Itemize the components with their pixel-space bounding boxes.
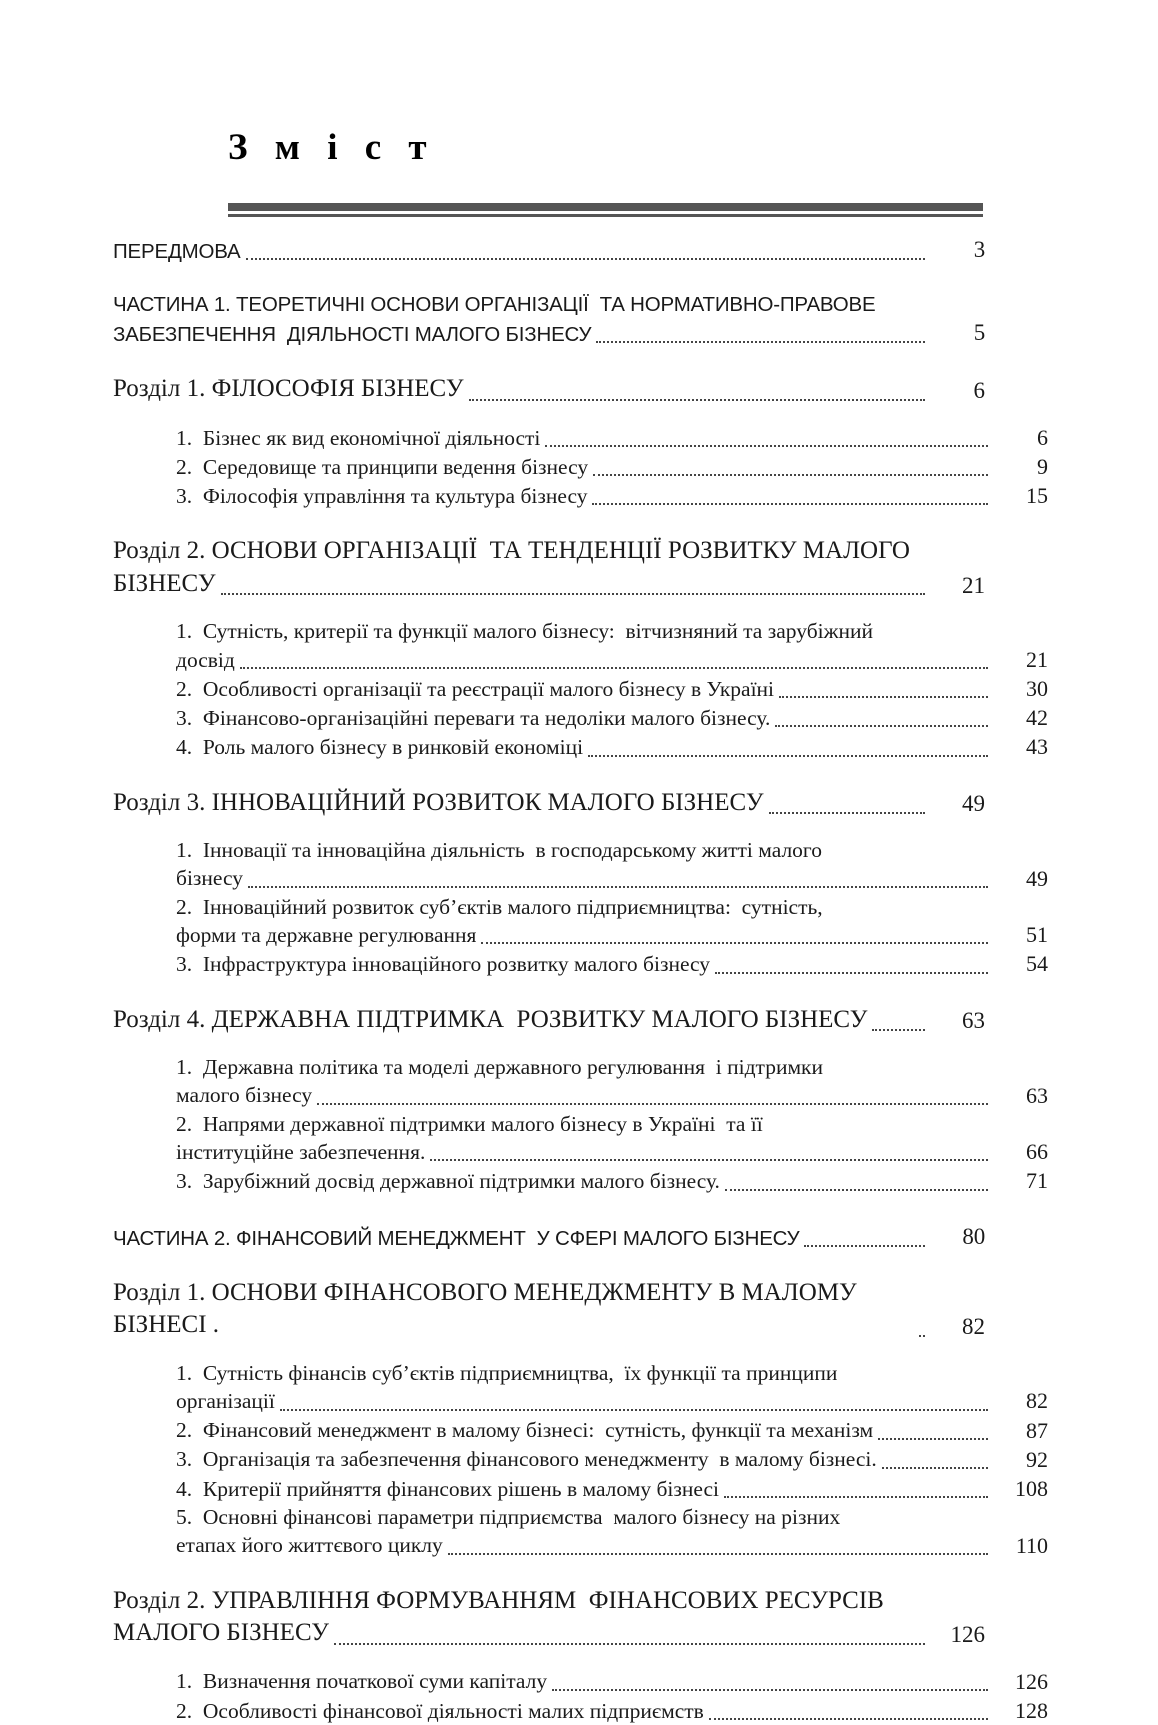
- toc-page-number: 3: [973, 236, 985, 262]
- toc-entry-line: 2. Напрями державної підтримки малого бізнесу в Україні та її: [176, 1111, 763, 1136]
- toc-entry-row: [113, 733, 1048, 761]
- toc-page-number: 82: [962, 1314, 985, 1340]
- toc-entry-label: 3. Організація та забезпечення фінансового менеджменту в малому бізнесі.: [176, 1447, 877, 1472]
- toc-entry-rozdil-1-2[interactable]: [113, 535, 985, 600]
- toc-entry-line: ЧАСТИНА 1. ТЕОРЕТИЧНІ ОСНОВИ ОРГАНІЗАЦІЇ ТА НОРМАТИВНО-ПРАВОВЕ: [113, 293, 876, 317]
- dot-leader: [779, 696, 988, 698]
- toc-entry-label: МАЛОГО БІЗНЕСУ: [113, 1619, 330, 1647]
- toc-page-number: 87: [1026, 1417, 1048, 1443]
- toc-page-number: 80: [962, 1223, 985, 1249]
- toc-page-number: 15: [1026, 483, 1048, 509]
- dot-leader: [769, 812, 925, 814]
- toc-entry-line: 5. Основні фінансові параметри підприємства малого бізнесу на різних: [176, 1505, 841, 1530]
- dot-leader: [221, 593, 925, 595]
- page-title: З м і с т: [228, 127, 436, 168]
- toc-entry-row: [113, 568, 985, 601]
- dot-leader: [469, 399, 925, 401]
- dot-leader: [448, 1553, 988, 1555]
- toc-entry-row: [113, 646, 1048, 674]
- toc-entry-1-2-2[interactable]: [113, 675, 1048, 703]
- toc-entry-label: Розділ 1. ФІЛОСОФІЯ БІЗНЕСУ: [113, 375, 464, 403]
- toc-entry-1-3-2[interactable]: [113, 894, 1048, 950]
- toc-entry-row: [113, 1668, 1048, 1696]
- dot-leader: [715, 972, 988, 974]
- toc-page-number: 9: [1037, 454, 1048, 480]
- toc-entry-1-3-3[interactable]: [113, 950, 1048, 978]
- divider-thick-line: [228, 203, 983, 211]
- dot-leader: [724, 1496, 988, 1498]
- toc-entry-chastyna-1[interactable]: [113, 291, 985, 348]
- dot-leader: [593, 474, 988, 476]
- divider-thin-line: [228, 214, 983, 217]
- dot-leader: [588, 755, 988, 757]
- toc-entry-label: 2. Особливості організації та реєстрації малого бізнесу в Україні: [176, 676, 775, 701]
- title-divider: [228, 203, 983, 217]
- toc-entry-row: [113, 424, 1048, 452]
- dot-leader: [878, 1438, 988, 1440]
- dot-leader: [882, 1467, 988, 1469]
- toc-entry-row: [113, 787, 985, 820]
- toc-entry-label: Розділ 4. ДЕРЖАВНА ПІДТРИМКА РОЗВИТКУ МАЛОГО БІЗНЕСУ: [113, 1005, 868, 1033]
- toc-entry-line: 1. Сутність фінансів суб’єктів підприємництва, їх функції та принципи: [176, 1360, 838, 1385]
- toc-entry-rozdil-1-3[interactable]: [113, 787, 985, 820]
- toc-content: [113, 127, 1048, 1725]
- toc-entry-1-3-1[interactable]: [113, 837, 1048, 893]
- toc-entry-1-1-2[interactable]: [113, 453, 1048, 481]
- toc-page-number: 110: [1015, 1532, 1048, 1558]
- toc-entry-row: [113, 1167, 1048, 1195]
- dot-leader: [430, 1159, 988, 1161]
- toc-entry-row: [113, 950, 1048, 978]
- toc-entry-label: 2. Фінансовий менеджмент в малому бізнесі: сутність, функції та механізм: [176, 1418, 874, 1443]
- toc-entry-label: організації: [176, 1389, 275, 1414]
- toc-entry-label: 3. Філософія управління та культура бізнесу: [176, 483, 588, 508]
- dot-leader: [552, 1689, 988, 1691]
- dot-leader: [334, 1643, 925, 1645]
- dot-leader: [872, 1029, 925, 1031]
- toc-entry-label: 1. Бізнес як вид економічної діяльності: [176, 425, 541, 450]
- toc-entry-2-1-3[interactable]: [113, 1446, 1048, 1474]
- dot-leader: [545, 445, 988, 447]
- toc-page-number: 21: [962, 572, 985, 598]
- toc-entry-row: [113, 1532, 1048, 1560]
- toc-entry-row: [113, 482, 1048, 510]
- toc-entry-1-4-2[interactable]: [113, 1111, 1048, 1167]
- toc-entry-1-2-3[interactable]: [113, 704, 1048, 732]
- toc-entry-row: [113, 675, 1048, 703]
- toc-page-number: 63: [1026, 1082, 1048, 1108]
- dot-leader: [246, 258, 925, 260]
- toc-entry-rozdil-2-1[interactable]: [113, 1277, 985, 1342]
- toc-entry-label: інституційне забезпечення.: [176, 1139, 426, 1164]
- toc-page-number: 66: [1026, 1139, 1048, 1165]
- toc-entry-label: 4. Роль малого бізнесу в ринковій економіці: [176, 735, 584, 760]
- toc-entry-label: 4. Критерії прийняття фінансових рішень в малому бізнесі: [176, 1476, 719, 1501]
- toc-page-number: 126: [1015, 1668, 1048, 1694]
- toc-entry-2-2-2[interactable]: [113, 1697, 1048, 1725]
- toc-entry-label: 3. Фінансово-організаційні переваги та недоліки малого бізнесу.: [176, 705, 771, 730]
- toc-entry-peredmova[interactable]: [113, 235, 985, 265]
- toc-entry-label: ЧАСТИНА 2. ФІНАНСОВИЙ МЕНЕДЖМЕНТ У СФЕРІ МАЛОГО БІЗНЕСУ: [113, 1226, 800, 1250]
- dot-leader: [804, 1245, 925, 1247]
- dot-leader: [240, 667, 988, 669]
- toc-entry-row: [113, 235, 985, 265]
- dot-leader: [709, 1718, 988, 1720]
- toc-page-number: 43: [1026, 734, 1048, 760]
- toc-entry-row: [113, 453, 1048, 481]
- toc-entry-row: [113, 373, 985, 406]
- dot-leader: [248, 886, 988, 888]
- toc-entry-chastyna-2[interactable]: [113, 1222, 985, 1252]
- toc-page-number: 63: [962, 1008, 985, 1034]
- toc-entry-label: Розділ 3. ІННОВАЦІЙНИЙ РОЗВИТОК МАЛОГО БІЗНЕСУ: [113, 788, 764, 816]
- toc-entry-1-2-4[interactable]: [113, 733, 1048, 761]
- toc-entry-rozdil-1-1[interactable]: [113, 373, 985, 406]
- toc-entry-1-4-1[interactable]: [113, 1054, 1048, 1110]
- toc-entry-row: [113, 1082, 1048, 1110]
- toc-entry-row: [113, 1697, 1048, 1725]
- toc-entry-row: [113, 1138, 1048, 1166]
- toc-entry-line: Розділ 2. УПРАВЛІННЯ ФОРМУВАННЯМ ФІНАНСОВИХ РЕСУРСІВ: [113, 1586, 884, 1614]
- toc-entry-line: 1. Інновації та інноваційна діяльність в господарському житті малого: [176, 838, 822, 863]
- dot-leader: [317, 1103, 988, 1105]
- toc-entry-row: [113, 1417, 1048, 1445]
- toc-entry-1-1-3[interactable]: [113, 482, 1048, 510]
- toc-page-number: 21: [1026, 646, 1048, 672]
- toc-page-number: 30: [1026, 676, 1048, 702]
- toc-entry-row: [113, 1004, 985, 1037]
- toc-entry-2-1-4[interactable]: [113, 1475, 1048, 1503]
- toc-list: [113, 235, 1048, 1725]
- dot-leader: [775, 725, 988, 727]
- toc-entry-label: досвід: [176, 647, 235, 672]
- toc-entry-row: [113, 1387, 1048, 1415]
- toc-entry-row: [113, 1617, 985, 1650]
- dot-leader: [481, 942, 988, 944]
- toc-page-number: 92: [1026, 1446, 1048, 1472]
- toc-entry-1-4-3[interactable]: [113, 1167, 1048, 1195]
- toc-page-number: 54: [1026, 951, 1048, 977]
- toc-page-number: 6: [973, 378, 985, 404]
- toc-entry-line: 2. Інноваційний розвиток суб’єктів малого підприємництва: сутність,: [176, 894, 823, 919]
- toc-page-number: 108: [1015, 1475, 1048, 1501]
- toc-page-number: 51: [1026, 922, 1048, 948]
- toc-page-number: 42: [1026, 705, 1048, 731]
- toc-page-number: 128: [1015, 1697, 1048, 1723]
- toc-entry-2-1-1[interactable]: [113, 1360, 1048, 1416]
- toc-entry-line: 1. Державна політика та моделі державного регулювання і підтримки: [176, 1055, 824, 1080]
- toc-entry-row: [113, 921, 1048, 949]
- toc-entry-1-1-1[interactable]: [113, 424, 1048, 452]
- toc-entry-row: [113, 1277, 985, 1342]
- toc-entry-2-2-1[interactable]: [113, 1668, 1048, 1696]
- toc-entry-rozdil-2-2[interactable]: [113, 1585, 985, 1650]
- toc-entry-label: етапах його життєвого циклу: [176, 1533, 443, 1558]
- toc-entry-label: 1. Визначення початкової суми капіталу: [176, 1669, 548, 1694]
- toc-entry-line: 1. Сутність, критерії та функції малого бізнесу: вітчизняний та зарубіжний: [176, 619, 873, 644]
- toc-page-number: 5: [973, 320, 985, 346]
- toc-entry-row: [113, 704, 1048, 732]
- toc-page-number: 49: [962, 791, 985, 817]
- toc-page-number: 6: [1037, 424, 1048, 450]
- toc-entry-row: [113, 1475, 1048, 1503]
- toc-entry-label: ЗАБЕЗПЕЧЕННЯ ДІЯЛЬНОСТІ МАЛОГО БІЗНЕСУ: [113, 323, 592, 347]
- toc-entry-2-1-5[interactable]: [113, 1504, 1048, 1560]
- dot-leader: [592, 503, 988, 505]
- toc-entry-row: [113, 1446, 1048, 1474]
- toc-entry-rozdil-1-4[interactable]: [113, 1004, 985, 1037]
- dot-leader: [725, 1189, 988, 1191]
- toc-entry-label: форми та державне регулювання: [176, 922, 477, 947]
- toc-entry-label: бізнесу: [176, 866, 243, 891]
- toc-entry-row: [113, 1222, 985, 1252]
- toc-entry-label: 3. Зарубіжний досвід державної підтримки малого бізнесу.: [176, 1169, 720, 1194]
- toc-page-number: 49: [1026, 865, 1048, 891]
- toc-entry-label: 2. Особливості фінансової діяльності малих підприємств: [176, 1698, 704, 1723]
- toc-entry-label: ПЕРЕДМОВА: [113, 240, 241, 263]
- toc-entry-2-1-2[interactable]: [113, 1417, 1048, 1445]
- toc-entry-label: малого бізнесу: [176, 1083, 313, 1108]
- toc-entry-line: Розділ 2. ОСНОВИ ОРГАНІЗАЦІЇ ТА ТЕНДЕНЦІЇ РОЗВИТКУ МАЛОГО: [113, 537, 910, 565]
- toc-page-number: 82: [1026, 1388, 1048, 1414]
- dot-leader: [919, 1335, 925, 1337]
- toc-entry-label: 2. Середовище та принципи ведення бізнесу: [176, 454, 589, 479]
- toc-entry-label: 3. Інфраструктура інноваційного розвитку малого бізнесу: [176, 952, 711, 977]
- toc-entry-label: БІЗНЕСУ: [113, 569, 216, 597]
- toc-entry-1-2-1[interactable]: [113, 618, 1048, 674]
- toc-page-number: 71: [1026, 1168, 1048, 1194]
- toc-entry-label: Розділ 1. ОСНОВИ ФІНАНСОВОГО МЕНЕДЖМЕНТУ В МАЛОМУ БІЗНЕСІ .: [113, 1278, 863, 1339]
- toc-page-number: 126: [950, 1621, 985, 1647]
- dot-leader: [596, 341, 925, 343]
- toc-entry-row: [113, 865, 1048, 893]
- dot-leader: [280, 1409, 988, 1411]
- toc-entry-row: [113, 318, 985, 348]
